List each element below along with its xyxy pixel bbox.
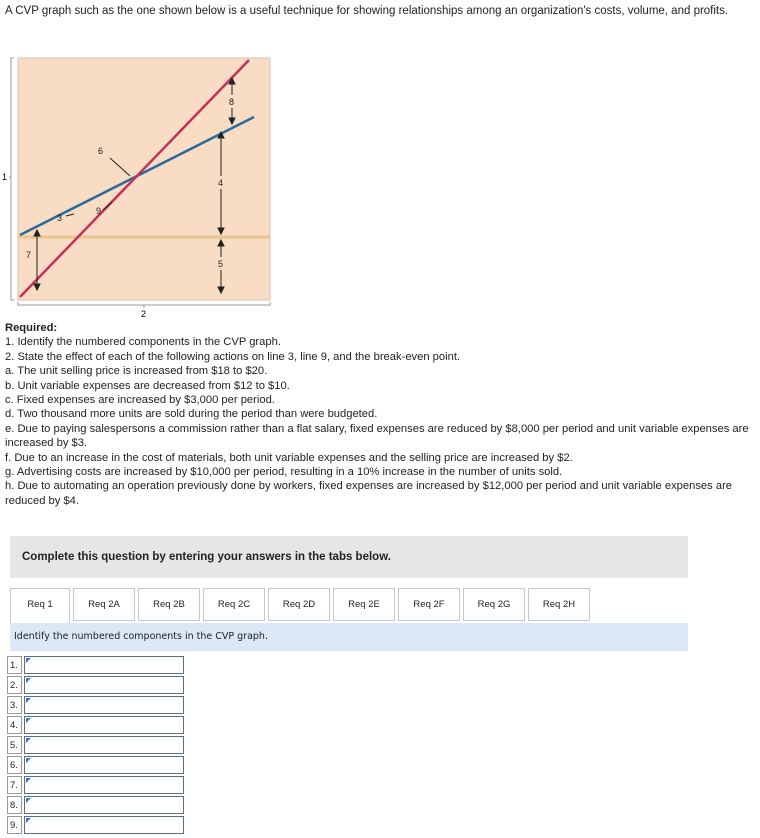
answer-number: 6. bbox=[7, 756, 22, 774]
required-line: e. Due to paying salespersons a commission rather than a flat salary, fixed expenses are reduced by $8,000 per period and unit variable expenses are increased by $3. bbox=[5, 422, 749, 450]
required-section bbox=[5, 321, 757, 508]
answer-input[interactable] bbox=[24, 716, 184, 734]
intro-text: A CVP graph such as the one shown below is a useful technique for showing relationships among an organization's costs, volume, and profits. bbox=[5, 5, 729, 17]
graph-label-6: 6 bbox=[98, 146, 104, 156]
answer-input[interactable] bbox=[24, 796, 184, 814]
cvp-graph bbox=[0, 52, 290, 320]
tab-panel-instruction: Identify the numbered components in the CVP graph. bbox=[10, 623, 688, 651]
answer-input[interactable] bbox=[24, 656, 184, 674]
tab-req-2g[interactable]: Req 2G bbox=[463, 588, 525, 621]
tab-req-2e[interactable]: Req 2E bbox=[333, 588, 395, 621]
required-title: Required: bbox=[5, 322, 58, 334]
answer-input[interactable] bbox=[24, 776, 184, 794]
tab-req-2c[interactable]: Req 2C bbox=[203, 588, 265, 621]
answer-row bbox=[7, 676, 184, 696]
answer-list bbox=[7, 656, 184, 836]
answer-input[interactable] bbox=[24, 736, 184, 754]
required-line: h. Due to automating an operation previously done by workers, fixed expenses are increased by $12,000 per period and unit variable expenses are reduced by $4. bbox=[5, 480, 733, 507]
answer-row bbox=[7, 816, 184, 836]
graph-label-2: 2 bbox=[141, 309, 147, 319]
required-line: f. Due to an increase in the cost of materials, both unit variable expenses and the selling price are increased by $2. bbox=[5, 451, 573, 464]
answer-number: 4. bbox=[7, 716, 22, 734]
graph-label-5: 5 bbox=[218, 259, 224, 269]
answer-input[interactable] bbox=[24, 676, 184, 694]
graph-label-8: 8 bbox=[229, 97, 235, 107]
required-line: c. Fixed expenses are increased by $3,000 per period. bbox=[5, 394, 275, 407]
answer-row bbox=[7, 696, 184, 716]
tab-req-2f[interactable]: Req 2F bbox=[398, 588, 460, 621]
answer-row bbox=[7, 716, 184, 736]
answer-input[interactable] bbox=[24, 816, 184, 834]
req-tabs bbox=[10, 588, 688, 624]
tab-req-1[interactable]: Req 1 bbox=[10, 588, 70, 624]
required-line: 1. Identify the numbered components in the CVP graph. bbox=[5, 336, 281, 349]
answer-number: 7. bbox=[7, 776, 22, 794]
required-line: b. Unit variable expenses are decreased from $12 to $10. bbox=[5, 379, 290, 392]
answer-row bbox=[7, 776, 184, 796]
required-line: g. Advertising costs are increased by $10,000 per period, resulting in a 10% increase in the number of units sold. bbox=[5, 466, 563, 479]
answer-row bbox=[7, 736, 184, 756]
graph-label-1: 1 bbox=[2, 172, 8, 182]
graph-label-7: 7 bbox=[26, 250, 32, 260]
instruction-banner: Complete this question by entering your answers in the tabs below. bbox=[10, 536, 688, 578]
answer-number: 9. bbox=[7, 816, 22, 834]
answer-row bbox=[7, 796, 184, 816]
answer-number: 8. bbox=[7, 796, 22, 814]
required-line: d. Two thousand more units are sold during the period than were budgeted. bbox=[5, 408, 378, 421]
answer-input[interactable] bbox=[24, 756, 184, 774]
answer-number: 5. bbox=[7, 736, 22, 754]
answer-number: 2. bbox=[7, 676, 22, 694]
graph-label-3: 3 bbox=[57, 213, 63, 223]
answer-number: 3. bbox=[7, 696, 22, 714]
graph-label-9: 9 bbox=[96, 206, 102, 216]
graph-label-4: 4 bbox=[218, 178, 224, 188]
answer-row bbox=[7, 656, 184, 676]
answer-row bbox=[7, 756, 184, 776]
answer-number: 1. bbox=[7, 656, 22, 674]
tab-req-2a[interactable]: Req 2A bbox=[73, 588, 135, 621]
tab-req-2d[interactable]: Req 2D bbox=[268, 588, 330, 621]
required-line: 2. State the effect of each of the following actions on line 3, line 9, and the break-even point. bbox=[5, 350, 461, 363]
answer-input[interactable] bbox=[24, 696, 184, 714]
tab-req-2b[interactable]: Req 2B bbox=[138, 588, 200, 621]
required-line: a. The unit selling price is increased from $18 to $20. bbox=[5, 365, 268, 378]
tab-req-2h[interactable]: Req 2H bbox=[528, 588, 590, 621]
